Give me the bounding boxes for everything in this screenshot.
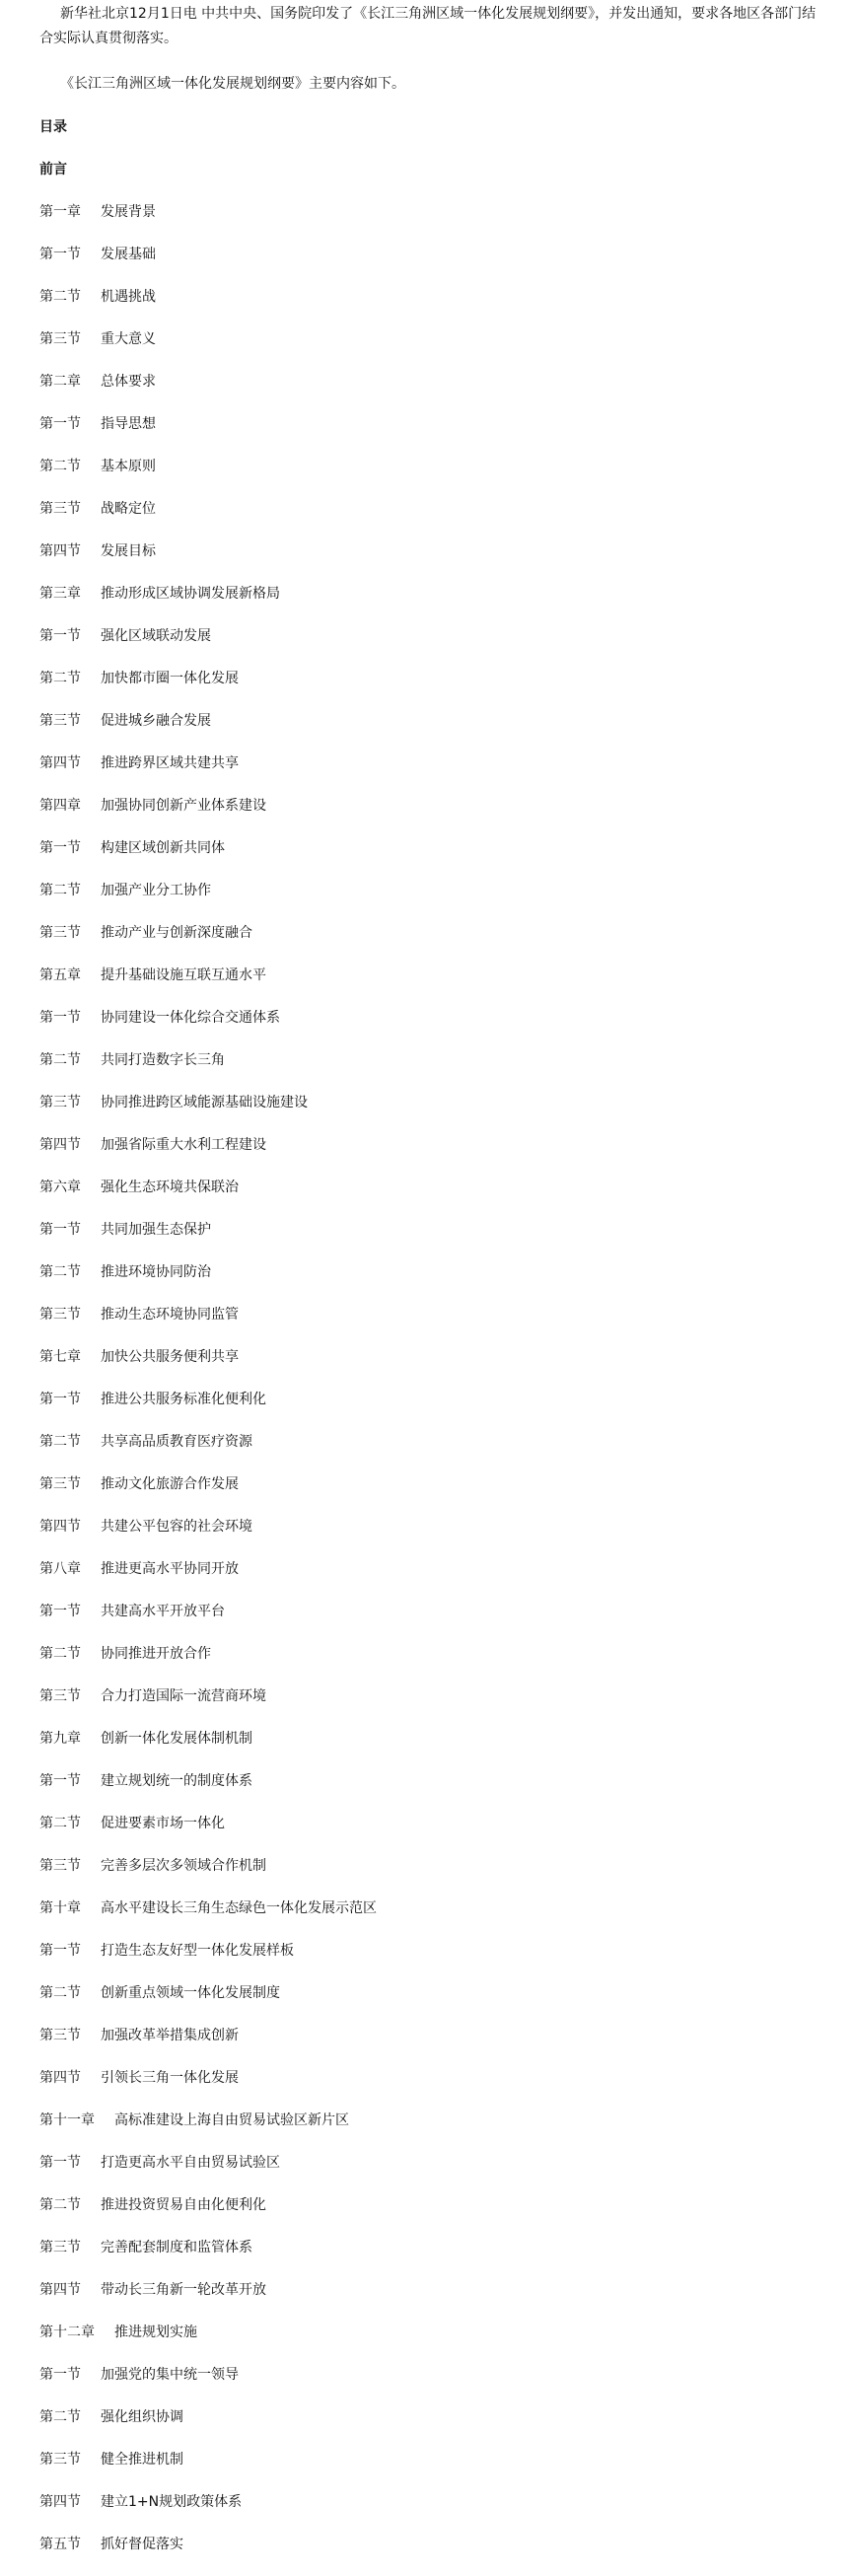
toc-item bbox=[39, 201, 377, 244]
toc-item-title: 加强协同创新产业体系建设 bbox=[101, 798, 266, 814]
toc-item-label: 第一节 bbox=[39, 2367, 81, 2383]
toc-item-label: 第五节 bbox=[39, 2537, 81, 2552]
toc-item-title: 完善多层次多领域合作机制 bbox=[101, 1858, 266, 1874]
toc-item bbox=[39, 1304, 377, 1346]
toc-item-title: 构建区域创新共同体 bbox=[101, 840, 225, 856]
toc-item bbox=[39, 2364, 377, 2406]
toc-item-title: 共同加强生态保护 bbox=[101, 1222, 211, 1238]
toc-item-title: 打造更高水平自由贸易试验区 bbox=[101, 2155, 280, 2171]
toc-item-title: 推动文化旅游合作发展 bbox=[101, 1476, 239, 1492]
toc-item-title: 加快公共服务便利共享 bbox=[101, 1349, 239, 1365]
toc-item-label: 第三节 bbox=[39, 1095, 81, 1110]
toc-item-title: 促进要素市场一体化 bbox=[101, 1816, 225, 1831]
toc-item-title: 推进公共服务标准化便利化 bbox=[101, 1392, 266, 1407]
toc-item-label: 第一节 bbox=[39, 628, 81, 644]
toc-item-label: 第二节 bbox=[39, 1052, 81, 1068]
toc-item bbox=[39, 1643, 377, 1685]
toc-item bbox=[39, 1219, 377, 1261]
toc-item-title: 基本原则 bbox=[101, 459, 156, 474]
toc-item bbox=[39, 328, 377, 371]
toc-item bbox=[39, 1601, 377, 1643]
toc-item bbox=[39, 1007, 377, 1049]
toc-item-title: 推进环境协同防治 bbox=[101, 1264, 211, 1280]
toc-item bbox=[39, 1897, 377, 1940]
toc-item-label: 第一节 bbox=[39, 2155, 81, 2171]
toc-item-label: 第三节 bbox=[39, 925, 81, 941]
toc-item-title: 引领长三角一体化发展 bbox=[101, 2070, 239, 2086]
toc-item-title: 建立规划统一的制度体系 bbox=[101, 1773, 252, 1789]
toc-item bbox=[39, 1940, 377, 1982]
toc-item-label: 第二节 bbox=[39, 2197, 81, 2213]
toc-item-title: 完善配套制度和监管体系 bbox=[101, 2240, 252, 2255]
toc-item bbox=[39, 1473, 377, 1516]
toc-item-label: 第二章 bbox=[39, 374, 81, 390]
toc-item-label: 第四节 bbox=[39, 2494, 81, 2510]
preface-heading: 前言 bbox=[39, 162, 67, 178]
toc-item-label: 第三节 bbox=[39, 2452, 81, 2468]
toc-item-title: 重大意义 bbox=[101, 331, 156, 347]
toc-item-label: 第四节 bbox=[39, 2070, 81, 2086]
toc-item-label: 第八章 bbox=[39, 1561, 81, 1577]
toc-item-title: 机遇挑战 bbox=[101, 289, 156, 305]
toc-item bbox=[39, 1813, 377, 1855]
toc-item-label: 第二节 bbox=[39, 2409, 81, 2425]
toc-item-title: 推动形成区域协调发展新格局 bbox=[101, 586, 280, 602]
toc-item-label: 第一章 bbox=[39, 204, 81, 220]
toc-item-title: 带动长三角新一轮改革开放 bbox=[101, 2282, 266, 2298]
toc-item-label: 第十二章 bbox=[39, 2325, 95, 2340]
toc-item-label: 第四节 bbox=[39, 2282, 81, 2298]
toc-item-title: 高水平建设长三角生态绿色一体化发展示范区 bbox=[101, 1900, 377, 1916]
toc-item-label: 第一节 bbox=[39, 1010, 81, 1026]
toc-item-title: 建立1+N规划政策体系 bbox=[101, 2494, 243, 2510]
toc-item bbox=[39, 2279, 377, 2322]
toc-item-label: 第三节 bbox=[39, 331, 81, 347]
toc-item-title: 指导思想 bbox=[101, 416, 156, 432]
toc-item-title: 加强省际重大水利工程建设 bbox=[101, 1137, 266, 1153]
toc-item-title: 创新重点领域一体化发展制度 bbox=[101, 1985, 280, 2001]
toc-item-label: 第一节 bbox=[39, 416, 81, 432]
toc-item-title: 抓好督促落实 bbox=[101, 2537, 183, 2552]
toc-item-label: 第三节 bbox=[39, 1307, 81, 1323]
toc-item-title: 共建公平包容的社会环境 bbox=[101, 1519, 252, 1535]
toc-item-title: 强化生态环境共保联治 bbox=[101, 1180, 239, 1195]
toc-item-label: 第一节 bbox=[39, 247, 81, 262]
toc-item bbox=[39, 1855, 377, 1897]
toc-item bbox=[39, 2110, 377, 2152]
toc-item-label: 第一节 bbox=[39, 1943, 81, 1959]
toc-item bbox=[39, 1092, 377, 1134]
toc-item bbox=[39, 668, 377, 710]
toc-item bbox=[39, 371, 377, 413]
toc-item bbox=[39, 880, 377, 922]
toc-item-label: 第十一章 bbox=[39, 2112, 95, 2128]
toc-item-title: 共享高品质教育医疗资源 bbox=[101, 1434, 252, 1450]
toc-item-label: 第三节 bbox=[39, 713, 81, 729]
toc-item-title: 总体要求 bbox=[101, 374, 156, 390]
toc-item-label: 第二节 bbox=[39, 1434, 81, 1450]
toc-heading: 目录 bbox=[39, 119, 67, 135]
toc-item-label: 第十章 bbox=[39, 1900, 81, 1916]
toc-item bbox=[39, 2406, 377, 2449]
toc-item-label: 第二节 bbox=[39, 1646, 81, 1662]
toc-item bbox=[39, 2491, 377, 2534]
toc-item bbox=[39, 625, 377, 668]
toc-item-title: 推进跨界区域共建共享 bbox=[101, 755, 239, 771]
toc-item-title: 健全推进机制 bbox=[101, 2452, 183, 2468]
toc-item bbox=[39, 413, 377, 456]
toc-item bbox=[39, 1431, 377, 1473]
toc-item-title: 协同推进开放合作 bbox=[101, 1646, 211, 1662]
toc-item-label: 第二节 bbox=[39, 459, 81, 474]
toc-item-label: 第四节 bbox=[39, 1519, 81, 1535]
toc-item-label: 第三节 bbox=[39, 1688, 81, 1704]
toc-item bbox=[39, 965, 377, 1007]
toc-item-title: 促进城乡融合发展 bbox=[101, 713, 211, 729]
toc-item-title: 推进投资贸易自由化便利化 bbox=[101, 2197, 266, 2213]
toc-item bbox=[39, 286, 377, 328]
toc-item bbox=[39, 540, 377, 583]
toc-item-label: 第二节 bbox=[39, 1985, 81, 2001]
toc-item-title: 推进规划实施 bbox=[114, 2325, 197, 2340]
toc-item bbox=[39, 795, 377, 837]
toc-item bbox=[39, 2449, 377, 2491]
toc-item bbox=[39, 1346, 377, 1389]
toc-item-label: 第二节 bbox=[39, 289, 81, 305]
toc-item bbox=[39, 244, 377, 286]
toc-item bbox=[39, 1049, 377, 1092]
toc-item-label: 第七章 bbox=[39, 1349, 81, 1365]
toc-item-label: 第二节 bbox=[39, 883, 81, 898]
toc-item-label: 第一节 bbox=[39, 1222, 81, 1238]
toc-item-label: 第三节 bbox=[39, 2240, 81, 2255]
toc-item-label: 第九章 bbox=[39, 1731, 81, 1747]
toc-item-title: 强化区域联动发展 bbox=[101, 628, 211, 644]
toc-item bbox=[39, 2025, 377, 2067]
toc-item bbox=[39, 2067, 377, 2110]
toc-item-title: 合力打造国际一流营商环境 bbox=[101, 1688, 266, 1704]
toc-item-title: 高标准建设上海自由贸易试验区新片区 bbox=[114, 2112, 349, 2128]
toc-item bbox=[39, 1177, 377, 1219]
toc-item bbox=[39, 1516, 377, 1558]
toc-item bbox=[39, 710, 377, 752]
toc-item-title: 发展背景 bbox=[101, 204, 156, 220]
toc-item-label: 第四节 bbox=[39, 543, 81, 559]
toc-item-label: 第四章 bbox=[39, 798, 81, 814]
toc-item-title: 强化组织协调 bbox=[101, 2409, 183, 2425]
toc-item bbox=[39, 922, 377, 965]
toc-item-label: 第四节 bbox=[39, 755, 81, 771]
toc-item-title: 协同推进跨区域能源基础设施建设 bbox=[101, 1095, 308, 1110]
toc-item-label: 第一节 bbox=[39, 1773, 81, 1789]
toc-item-title: 加强产业分工协作 bbox=[101, 883, 211, 898]
toc-item-title: 发展目标 bbox=[101, 543, 156, 559]
toc-item-title: 推动产业与创新深度融合 bbox=[101, 925, 252, 941]
toc-item-title: 战略定位 bbox=[101, 501, 156, 517]
toc-item-label: 第三节 bbox=[39, 2028, 81, 2043]
toc-item-label: 第三节 bbox=[39, 1476, 81, 1492]
summary-paragraph: 《长江三角洲区域一体化发展规划纲要》主要内容如下。 bbox=[60, 76, 405, 92]
toc-item bbox=[39, 752, 377, 795]
toc-item-title: 共建高水平开放平台 bbox=[101, 1604, 225, 1619]
toc-item-title: 推进更高水平协同开放 bbox=[101, 1561, 239, 1577]
toc-item-title: 打造生态友好型一体化发展样板 bbox=[101, 1943, 294, 1959]
toc-item bbox=[39, 1134, 377, 1177]
toc-item bbox=[39, 1261, 377, 1304]
toc-item-title: 加快都市圈一体化发展 bbox=[101, 671, 239, 686]
toc-item-label: 第四节 bbox=[39, 1137, 81, 1153]
toc-item bbox=[39, 1770, 377, 1813]
toc-item bbox=[39, 2152, 377, 2194]
toc-item-label: 第一节 bbox=[39, 840, 81, 856]
toc-item-title: 提升基础设施互联互通水平 bbox=[101, 967, 266, 983]
toc-item bbox=[39, 1389, 377, 1431]
toc-item-label: 第五章 bbox=[39, 967, 81, 983]
toc-item bbox=[39, 2322, 377, 2364]
toc-item bbox=[39, 1728, 377, 1770]
toc-item-title: 共同打造数字长三角 bbox=[101, 1052, 225, 1068]
toc-item bbox=[39, 498, 377, 540]
toc-item-label: 第二节 bbox=[39, 1816, 81, 1831]
toc-item bbox=[39, 583, 377, 625]
toc-item bbox=[39, 2237, 377, 2279]
toc-item bbox=[39, 456, 377, 498]
toc-item-label: 第三节 bbox=[39, 501, 81, 517]
toc-item-label: 第六章 bbox=[39, 1180, 81, 1195]
toc-item-label: 第三章 bbox=[39, 586, 81, 602]
toc-item-title: 发展基础 bbox=[101, 247, 156, 262]
intro-paragraph: 新华社北京12月1日电 中共中央、国务院印发了《长江三角洲区域一体化发展规划纲要》，并发出通知，要求各地区各部门结合实际认真贯彻落实。 bbox=[39, 6, 817, 46]
toc-item-label: 第一节 bbox=[39, 1392, 81, 1407]
toc-item bbox=[39, 837, 377, 880]
toc-item-title: 推动生态环境协同监管 bbox=[101, 1307, 239, 1323]
table-of-contents bbox=[39, 201, 377, 2576]
toc-item-title: 加强改革举措集成创新 bbox=[101, 2028, 239, 2043]
toc-item-label: 第三节 bbox=[39, 1858, 81, 1874]
toc-item bbox=[39, 1685, 377, 1728]
toc-item bbox=[39, 1982, 377, 2025]
toc-item-label: 第二节 bbox=[39, 671, 81, 686]
toc-item-title: 创新一体化发展体制机制 bbox=[101, 1731, 252, 1747]
toc-item-label: 第一节 bbox=[39, 1604, 81, 1619]
toc-item bbox=[39, 1558, 377, 1601]
toc-item-label: 第二节 bbox=[39, 1264, 81, 1280]
toc-item-title: 加强党的集中统一领导 bbox=[101, 2367, 239, 2383]
toc-item-title: 协同建设一体化综合交通体系 bbox=[101, 1010, 280, 1026]
toc-item bbox=[39, 2194, 377, 2237]
